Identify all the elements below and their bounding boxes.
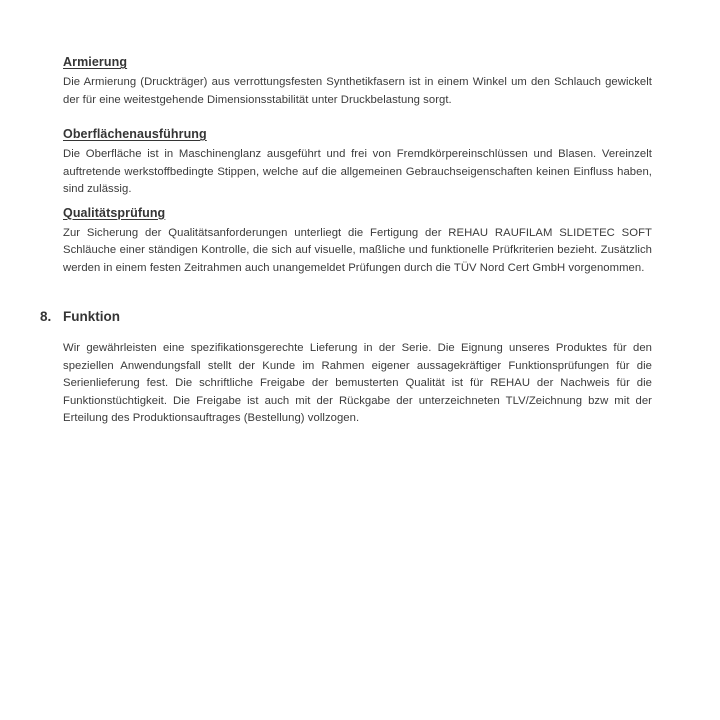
section-8-number: 8. (40, 309, 52, 324)
section-heading-qualitaetspruefung: Qualitätsprüfung (63, 205, 166, 220)
section-heading-oberflaechenausfuehrung: Oberflächenausführung (63, 127, 207, 141)
section-oberflaechenausfuehrung (63, 127, 652, 199)
section-heading-armierung: Armierung (63, 55, 128, 69)
section-8-heading (40, 309, 652, 325)
section-body-qualitaetspruefung: Zur Sicherung der Qualitätsanforderungen unterliegt die Fertigung der REHAU RAUFILAM SLIDETEC SOFT Schläuche einer ständigen Kontrolle, die sich auf visuelle, maßliche und funktionelle Prüfkriterien bezieht. Zusätzlich werden in einem festen Zeitrahmen auch unangemeldet Prüfungen durch die TÜV Nord Cert GmbH vorgenommen. (63, 226, 652, 274)
section-body-armierung: Die Armierung (Druckträger) aus verrottungsfesten Synthetikfasern ist in einem Winkel um den Schlauch gewickelt der für eine weitestgehende Dimensionsstabilität unter Druckbelastung sorgt. (63, 76, 652, 106)
section-qualitaetspruefung (63, 206, 652, 278)
section-8-title: Funktion (63, 309, 120, 324)
section-body-oberflaechenausfuehrung: Die Oberfläche ist in Maschinenglanz ausgeführt und frei von Fremdkörpereinschlüssen und Blasen. Vereinzelt auftretende werkstoffbedingte Stippen, welche auf die allgemeinen Gebrauchseigenschaften keinen Einfluss haben, sind zulässig. (63, 148, 652, 195)
document-content (40, 55, 652, 428)
section-armierung (63, 55, 652, 109)
section-8-body: Wir gewährleisten eine spezifikationsgerechte Lieferung in der Serie. Die Eignung unseres Produktes für den speziellen Anwendungsfall stellt der Kunde im Rahmen eigener aussagekräftiger Funktionsprüfungen für die Serienlieferung fest. Die schriftliche Freigabe der bemusterten Qualität ist für REHAU der Nachweis für die Funktionstüchtigkeit. Die Freigabe ist auch mit der Rückgabe der unterzeichneten TLV/Zeichnung bzw mit der Erteilung des Produktionsauftrages (Bestellung) vollzogen. (63, 342, 652, 424)
